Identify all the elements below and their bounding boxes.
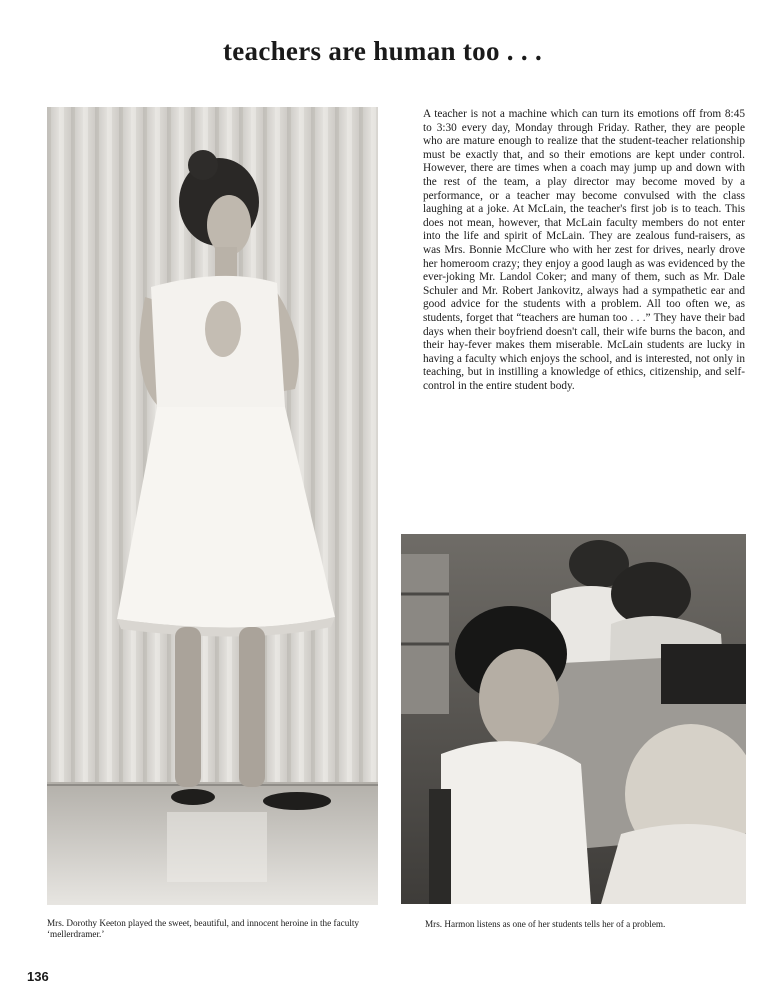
- article-body: A teacher is not a machine which can turn its emotions off from 8:45 to 3:30 every day, Monday through Friday. Rather, they are people who are mature enough to realize that the student-teacher relationship must be exactly that, and so their emotions are kept under control. However, there are times when a coach may jump up and down with the rest of the team, a play director may become moved by a performance, or a teacher may become convulsed with the class laughing at a joke. At McLain, the teacher's first job is to teach. This does not mean, however, that McLain faculty members do not enter into the life and spirit of McLain. They are zealous fund-raisers, as was Mrs. Bonnie McClure who with her zest for drives, nearly drove her homeroom crazy; they enjoy a good laugh as was evidenced by the ever-joking Mr. Landol Coker; and many of them, such as Mr. Dale Schuler and Mr. Robert Jankovitz, always had a sympathetic ear and good advice for the students with a problem. All too often we, as students, forget that “teachers are human too . . .” They have their bad days when their boyfriend doesn't call, their wife burns the bacon, and their hay-fever makes them miserable. McLain students are lucky in having a faculty which enjoys the school, and is interested, not only in teaching, but in instilling a knowledge of ethics, citizenship, and self-control in the entire student body.: [423, 108, 745, 392]
- classroom-photo-image: [401, 534, 746, 904]
- stage-photo-image: [47, 107, 378, 905]
- classroom-photo-caption: Mrs. Harmon listens as one of her students tells her of a problem.: [425, 919, 666, 929]
- page-title: teachers are human too . . .: [222, 36, 543, 66]
- stage-photo: [47, 107, 378, 905]
- classroom-photo: [401, 534, 746, 904]
- stage-photo-caption: Mrs. Dorothy Keeton played the sweet, beautiful, and innocent heroine in the faculty ‘mellerdramer.’: [47, 918, 360, 939]
- page-number: 136: [27, 969, 49, 984]
